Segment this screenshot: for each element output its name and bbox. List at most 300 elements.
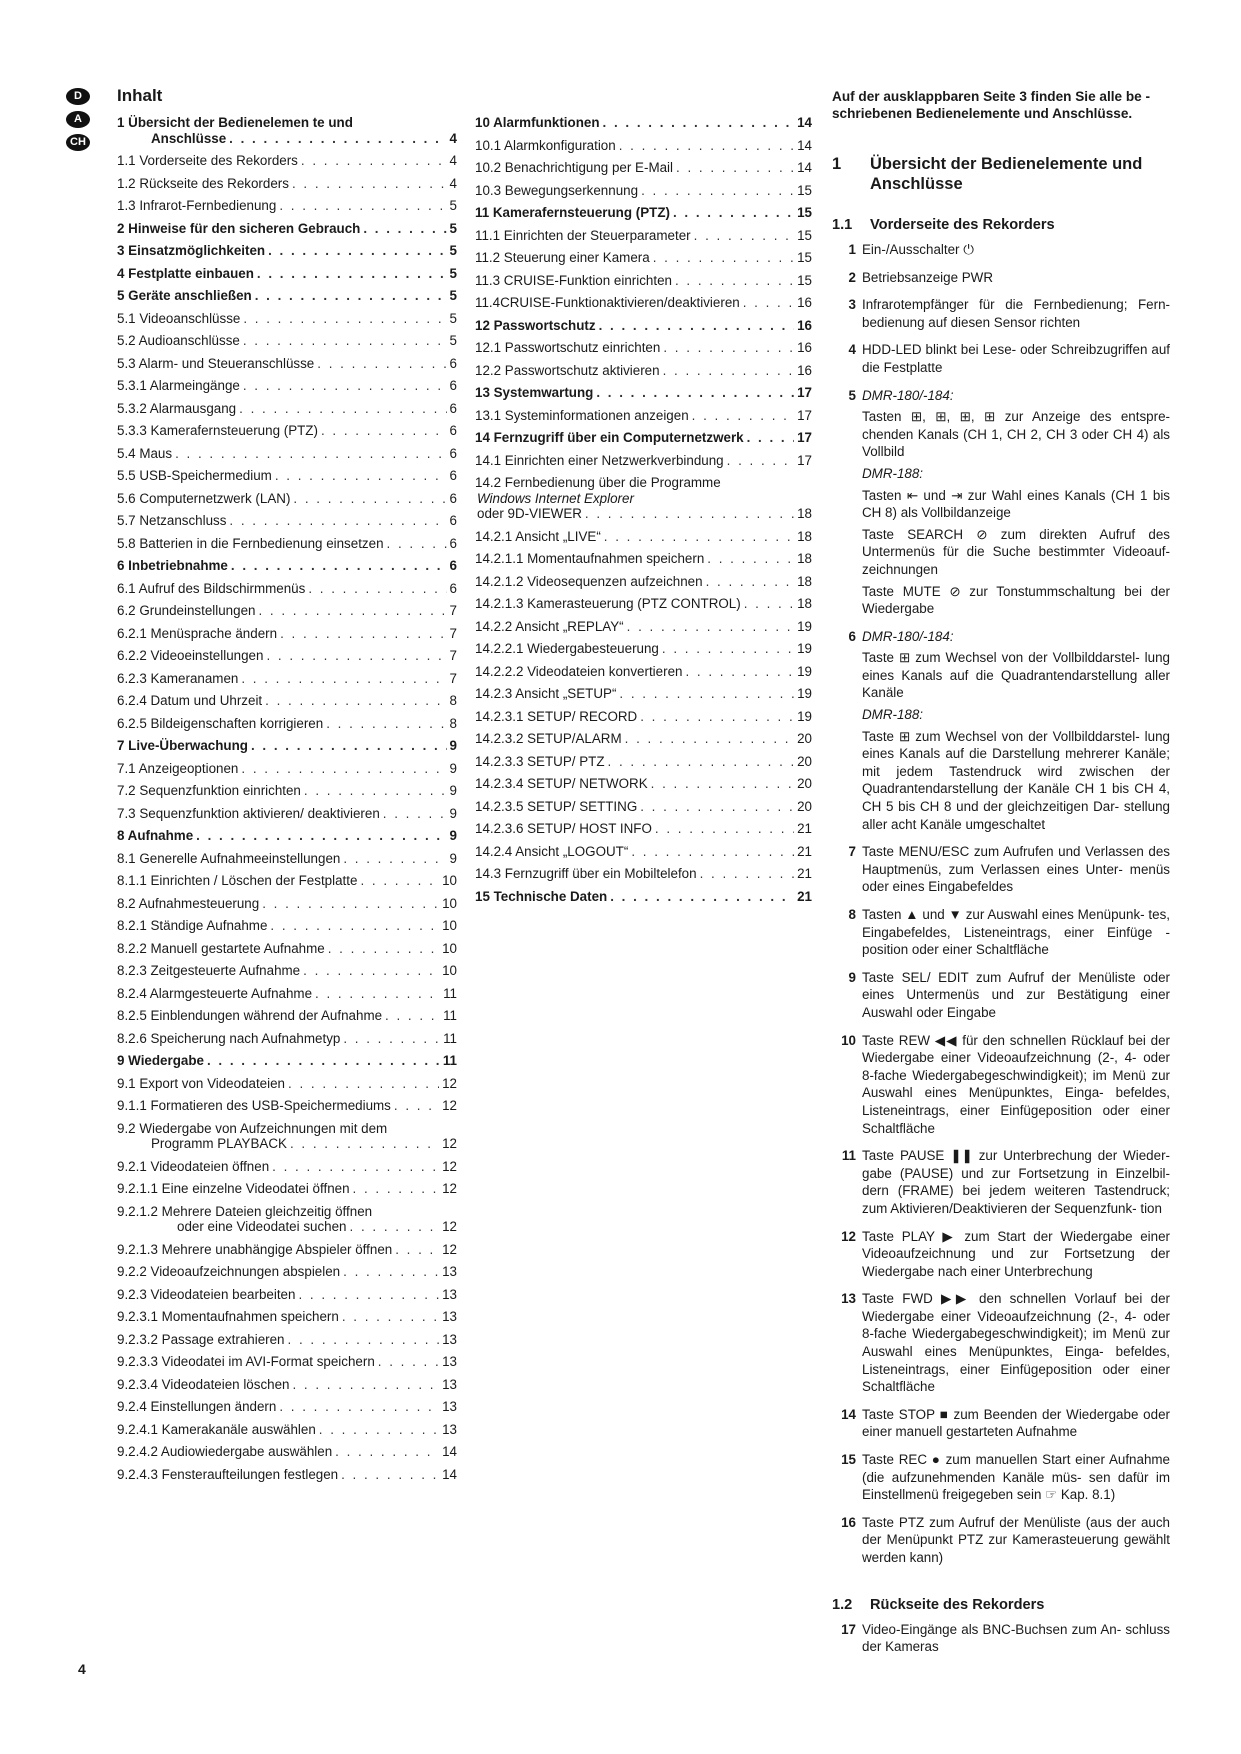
toc-leader-dots [326, 716, 446, 732]
toc-entry-line [117, 311, 457, 327]
toc-page-number: 21 [797, 821, 812, 836]
toc-leader-dots [308, 581, 446, 597]
toc-entry-text: 6.2.4 Datum und Uhrzeit [117, 693, 263, 708]
control-text: Ein-/Ausschalter ⏻ [862, 242, 974, 257]
toc-entry-text: 6.1 Aufruf des Bildschirmmenüs [117, 580, 306, 596]
toc-page-number: 16 [797, 317, 812, 333]
toc-entry [117, 333, 457, 349]
toc-entry-text: 1.2 Rückseite des Rekorders [117, 175, 289, 191]
toc-entry [117, 153, 457, 169]
toc-entry [475, 115, 812, 131]
toc-entry [117, 1008, 457, 1024]
toc-entry-text: 11 Kamerafernsteuerung (PTZ) [475, 205, 670, 220]
toc-entry [117, 1098, 457, 1114]
toc-entry-text: 11.3 CRUISE-Funktion einrichten [475, 272, 672, 288]
toc-entry [117, 806, 457, 822]
toc-entry [117, 1181, 457, 1197]
toc-page-number: 15 [797, 205, 812, 220]
toc-entry-text: 5.3.1 Alarmeingänge [117, 378, 240, 393]
toc-page-number: 15 [797, 272, 812, 288]
toc-leader-dots [387, 536, 447, 552]
toc-page-number: 4 [449, 175, 457, 191]
toc-page-number: 17 [797, 452, 812, 468]
toc-leader-dots [342, 1309, 439, 1325]
control-description [862, 969, 1170, 1026]
toc-leader-dots [288, 1076, 439, 1092]
toc-leader-dots [706, 574, 795, 590]
intro-text: Auf der ausklappbaren Seite 3 finden Sie alle be - schriebenen Bedienelemente und Anschlüsse. [832, 89, 1151, 121]
toc-entry [475, 641, 812, 657]
control-number: 12 [841, 1228, 856, 1244]
toc-leader-dots [298, 1287, 439, 1303]
control-text: Video-Eingänge als BNC-Buchsen zum An- schluss der Kameras [862, 1621, 1170, 1655]
toc-entry-text: 5.8 Batterien in die Fernbedienung einsetzen [117, 535, 384, 551]
toc-entry [475, 273, 812, 289]
toc-leader-dots [231, 558, 447, 574]
toc-entry-line [475, 641, 812, 657]
toc-leader-dots [293, 491, 446, 507]
toc-entry-line [117, 626, 457, 642]
toc-entry [475, 596, 812, 612]
toc-entry-text: 9.2.1.2 Mehrere Dateien gleichzeitig öffnen [117, 1203, 373, 1219]
toc-page-number: 6 [449, 490, 457, 506]
toc-entry [475, 138, 812, 154]
toc-leader-dots [653, 250, 794, 266]
toc-leader-dots [301, 153, 447, 169]
toc-entry-line [117, 581, 457, 597]
control-number: 2 [848, 269, 856, 285]
control-number: 7 [848, 844, 856, 860]
toc-entry-text: 14.2 Fernbedienung über die Programme [475, 475, 721, 490]
control-item [832, 269, 1170, 291]
subsection-title: Rückseite des Rekorders [870, 1596, 1045, 1613]
toc-entry-line [117, 1181, 457, 1197]
toc-leader-dots [262, 896, 439, 912]
toc-entry-text: 6.2.3 Kameranamen [117, 670, 239, 686]
toc-entry [117, 693, 457, 709]
control-item [832, 628, 1170, 838]
control-number: 9 [848, 969, 856, 985]
control-text: Taste SEARCH ⊘ zum direkten Aufruf des Untermenüs für die Suche bestimmter Videoauf- zeichnungen [862, 526, 1170, 577]
toc-leader-dots [317, 356, 446, 372]
toc-entry [117, 1467, 457, 1483]
subsection-number: 1.2 [832, 1596, 853, 1613]
control-item [832, 387, 1170, 622]
toc-leader-dots [655, 821, 794, 837]
toc-entry-text: 11.1 Einrichten der Steuerparameter [475, 227, 691, 243]
control-number: 17 [841, 1621, 856, 1637]
toc-entry [475, 228, 812, 244]
toc-entry-line [475, 551, 812, 567]
toc-entry [475, 430, 812, 446]
toc-entry [475, 731, 812, 747]
toc-entry [117, 738, 457, 754]
toc-entry-line [117, 423, 457, 439]
toc-leader-dots [343, 851, 446, 867]
toc-entry-text: 13.1 Systeminformationen anzeigen [475, 407, 689, 423]
toc-entry-text: 10.3 Bewegungserkennung [475, 182, 639, 198]
toc-entry [117, 783, 457, 799]
toc-entry-line [475, 776, 812, 792]
control-text: Taste MUTE ⊘ zur Tonstummschaltung bei der Wiedergabe [862, 583, 1170, 617]
toc-entry [117, 648, 457, 664]
toc-page-number: 7 [449, 603, 457, 618]
control-description [862, 387, 1170, 622]
toc-entry-text: 5.4 Maus [117, 445, 173, 461]
toc-entry-text: 12.1 Passwortschutz einrichten [475, 340, 661, 355]
toc-entry [117, 918, 457, 934]
toc-entry-text: 11.2 Steuerung einer Kamera [475, 250, 650, 265]
toc-entry-line [475, 385, 812, 401]
toc-entry-text: 5.3.2 Alarmausgang [117, 400, 237, 416]
toc-page-number: 6 [449, 468, 457, 483]
toc-entry-line [117, 806, 457, 822]
toc-entry [475, 619, 812, 635]
control-description [862, 341, 1170, 380]
toc-entry-line [475, 160, 812, 176]
toc-entry-line [117, 1031, 457, 1047]
toc-entry-line [117, 266, 457, 282]
toc-leader-dots [619, 138, 794, 154]
toc-page-number: 10 [442, 963, 457, 978]
control-text: Taste PAUSE ❚❚ zur Unterbrechung der Wieder- gabe (PAUSE) und zur Fortsetzung in Einzelbil- dern (FRAME) bei jedem weiteren Tastendruck; zum Aktivieren/Deaktivieren der Sequenzfunk- tion [862, 1148, 1170, 1216]
model-label: DMR-180/-184: [862, 387, 954, 403]
toc-entry-text: 5.6 Computernetzwerk (LAN) [117, 490, 291, 506]
toc-page-number: 19 [797, 708, 812, 724]
toc-page-number: 15 [797, 250, 812, 265]
toc-page-number: 20 [797, 798, 812, 814]
content-column [832, 88, 1170, 1666]
toc-entry [117, 288, 457, 304]
toc-entry [117, 1377, 457, 1393]
control-description [862, 241, 1170, 263]
control-item [832, 1032, 1170, 1142]
toc-entry-line [475, 664, 812, 680]
toc-page-number: 18 [797, 506, 812, 521]
toc-entry-line [475, 430, 812, 446]
control-number: 4 [848, 342, 856, 358]
toc-leader-dots [243, 311, 446, 327]
toc-page-number: 19 [797, 641, 812, 656]
toc-page-number: 20 [797, 731, 812, 746]
model-label: DMR-188: [862, 707, 924, 723]
toc-leader-dots [625, 731, 794, 747]
toc-leader-dots [335, 1444, 439, 1460]
toc-page-number: 10 [442, 873, 457, 888]
toc-leader-dots [341, 1467, 439, 1483]
toc-page-number: 13 [442, 1376, 457, 1392]
toc-entry-line [117, 536, 457, 552]
toc-page-number: 5 [449, 220, 457, 236]
toc-entry-line [117, 221, 457, 237]
section-heading [832, 154, 1170, 194]
toc-leader-dots [604, 529, 794, 545]
toc-entry [475, 754, 812, 770]
control-item [832, 969, 1170, 1026]
toc-page-number: 11 [443, 1008, 457, 1023]
control-text: Taste SEL/ EDIT zum Aufruf der Menüliste oder eines Untermenüs und zur Bestätigung einer Auswahl oder Eingabe [862, 969, 1170, 1020]
toc-entry-text: 14.3 Fernzugriff über ein Mobiltelefon [475, 866, 697, 881]
control-item [832, 843, 1170, 900]
toc-entry-text: 11.4CRUISE-Funktionaktivieren/deaktivieren [475, 295, 740, 310]
toc-page-number: 20 [797, 753, 812, 769]
toc-entry [117, 828, 457, 844]
toc-entry-text: 5.5 USB-Speichermedium [117, 468, 272, 483]
toc-entry [475, 160, 812, 176]
toc-page-number: 11 [443, 985, 457, 1001]
toc-page-number: 7 [449, 648, 457, 663]
toc-entry-line [117, 446, 457, 462]
toc-entry-line [117, 896, 457, 912]
toc-entry-line [117, 356, 457, 372]
toc-leader-dots [395, 1242, 439, 1258]
toc-entry-line [117, 1354, 457, 1370]
toc-page-number: 8 [449, 693, 457, 708]
toc-leader-dots [292, 1377, 439, 1393]
toc-page-number: 6 [449, 445, 457, 461]
toc-entry [117, 1242, 457, 1258]
toc-entry-line [475, 529, 812, 545]
toc-page-number: 15 [797, 227, 812, 243]
toc-page-number: 18 [797, 528, 812, 544]
control-number: 11 [841, 1148, 856, 1164]
toc-entry-line [117, 671, 457, 687]
toc-entry-line [475, 574, 812, 590]
toc-entry-text: 6.2.2 Videoeinstellungen [117, 648, 264, 663]
toc-entry-text: 8.1.1 Einrichten / Löschen der Festplatte [117, 873, 358, 888]
toc-page-number: 9 [449, 805, 457, 821]
toc-entry-text: 9.2.3.4 Videodateien löschen [117, 1376, 290, 1392]
control-number: 8 [848, 907, 856, 922]
control-item [832, 1290, 1170, 1400]
toc-entry-line [117, 1242, 457, 1258]
toc-entry-text: 14.2.3.4 SETUP/ NETWORK [475, 776, 648, 791]
toc-page-number: 21 [797, 866, 812, 881]
toc-entry-line [117, 131, 457, 147]
toc-leader-dots [279, 1399, 439, 1415]
toc-entry-text: 7 Live-Überwachung [117, 738, 248, 753]
toc-entry-line [117, 288, 457, 304]
toc-entry-line [475, 295, 812, 311]
toc-entry-text: oder 9D-VIEWER [477, 506, 582, 521]
toc-entry [475, 686, 812, 702]
toc-entry-text: 15 Technische Daten [475, 888, 608, 904]
control-description [862, 1406, 1170, 1445]
toc-page-number: 13 [442, 1399, 457, 1414]
toc-page-number: 19 [797, 618, 812, 634]
toc-entry-line [117, 198, 457, 214]
toc-page-number: 7 [449, 625, 457, 641]
toc-column-1 [117, 115, 457, 1489]
toc-entry-line [475, 408, 812, 424]
toc-entry [117, 1287, 457, 1303]
toc-page-number: 15 [797, 182, 812, 198]
toc-entry-text: 12 Passwortschutz [475, 317, 596, 333]
toc-entry-text: 10.2 Benachrichtigung per E-Mail [475, 160, 673, 175]
toc-page-number: 11 [443, 1030, 457, 1046]
toc-entry-text: 4 Festplatte einbauen [117, 265, 254, 281]
toc-entry-text: Anschlüsse [151, 130, 227, 146]
toc-page-number: 13 [442, 1309, 457, 1324]
control-number: 10 [841, 1032, 856, 1048]
toc-entry-line [475, 228, 812, 244]
toc-entry-line [117, 243, 457, 259]
control-text: Taste PLAY ▶ zum Start der Wiedergabe einer Videoaufzeichnung und zur Fortsetzung der Wiedergabe nach einer Unterbrechung [862, 1228, 1170, 1279]
toc-page-number: 6 [449, 355, 457, 371]
toc-leader-dots [266, 648, 446, 664]
toc-page-number: 6 [449, 400, 457, 416]
front-items-list [832, 241, 1170, 1571]
toc-leader-dots [258, 603, 446, 619]
control-text: Taste ⊞ zum Wechsel von der Vollbilddarstel- lung eines Kanals auf die Darstellung mehrerer Kanäle; mit jedem Tastendruck wird zwischen der Quadrantendarstellung der Kanäle CH 1 bis CH 4, CH 5 bis CH 8 und der gleichzeitigen Dar- stellung aller acht Kanäle umgeschaltet [862, 728, 1170, 832]
toc-entry [117, 761, 457, 777]
toc-page-number: 13 [442, 1264, 457, 1279]
toc-entry-text: 9.2.2 Videoaufzeichnungen abspielen [117, 1264, 341, 1279]
toc-entry-text: oder eine Videodatei suchen [177, 1219, 347, 1234]
toc-leader-dots [328, 941, 439, 957]
toc-page-number: 17 [797, 430, 812, 445]
toc-page-number: 6 [449, 580, 457, 596]
control-description [862, 628, 1170, 838]
toc-entry-text: 8.2.1 Ständige Aufnahme [117, 918, 268, 933]
control-description [862, 269, 1170, 291]
toc-entry-line [117, 1053, 457, 1069]
toc-entry [117, 1444, 457, 1460]
control-item [832, 1451, 1170, 1508]
toc-leader-dots [700, 866, 795, 882]
toc-page-number: 14 [442, 1444, 457, 1459]
toc-page-number: 5 [449, 288, 457, 303]
toc-entry-line [475, 731, 812, 747]
toc-entry [117, 1121, 457, 1152]
control-text: Tasten ⇤ und ⇥ zur Wahl eines Kanals (CH 1 bis CH 8) als Vollbildanzeige [862, 487, 1170, 521]
toc-entry-text: 8.2.5 Einblendungen während der Aufnahme [117, 1008, 383, 1023]
toc-entry-line [475, 596, 812, 612]
toc-entry-line [475, 273, 812, 289]
toc-entry-text: 9.1.1 Formatieren des USB-Speichermediums [117, 1098, 391, 1113]
toc-entry [117, 941, 457, 957]
toc-entry-text: 14.2.3.3 SETUP/ PTZ [475, 753, 605, 769]
toc-leader-dots [343, 1264, 439, 1280]
toc-entry [475, 889, 812, 905]
toc-entry [475, 821, 812, 837]
toc-page-number: 12 [442, 1075, 457, 1091]
toc-entry-text: 8 Aufnahme [117, 828, 194, 843]
toc-entry [475, 385, 812, 401]
toc-entry [475, 475, 812, 522]
toc-entry-line [117, 1287, 457, 1303]
toc-entry-line [117, 1136, 457, 1152]
toc-entry-text: 14.2.3.2 SETUP/ALARM [475, 731, 622, 746]
toc-entry-text: 9.2.3.2 Passage extrahieren [117, 1331, 285, 1347]
toc-page-number: 13 [442, 1286, 457, 1302]
toc-entry-text: Programm PLAYBACK [151, 1136, 287, 1151]
control-number: 3 [848, 297, 856, 313]
control-item [832, 241, 1170, 263]
control-item [832, 1406, 1170, 1445]
toc-entry-line [475, 183, 812, 199]
control-text: HDD-LED blinkt bei Lese- oder Schreibzugriffen auf die Festplatte [862, 342, 1170, 375]
toc-entry-line [117, 1159, 457, 1175]
toc-leader-dots [288, 1332, 440, 1348]
language-badges [66, 88, 90, 157]
toc-entry-text: 8.1 Generelle Aufnahmeeinstellungen [117, 850, 341, 866]
toc-entry-line [117, 738, 457, 754]
toc-entry-text: 14.2.2 Ansicht „REPLAY“ [475, 618, 624, 634]
toc-entry-line [475, 318, 812, 334]
toc-leader-dots [229, 131, 446, 147]
toc-entry [475, 776, 812, 792]
toc-leader-dots [241, 761, 446, 777]
toc-entry-text: 10 Alarmfunktionen [475, 115, 600, 130]
toc-entry [117, 513, 457, 529]
toc-page-number: 12 [442, 1098, 457, 1113]
toc-page-number: 14 [797, 160, 812, 175]
toc-entry [475, 709, 812, 725]
subsection-number: 1.1 [832, 217, 853, 233]
toc-entry-text: 9.2.1 Videodateien öffnen [117, 1158, 270, 1174]
toc-entry-text: 5.3.3 Kamerafernsteuerung (PTZ) [117, 423, 318, 438]
control-description [862, 1032, 1170, 1142]
toc-entry-line [117, 1076, 457, 1092]
toc-entry-text: 2 Hinweise für den sicheren Gebrauch [117, 220, 361, 236]
toc-entry-text: 9.2.4.2 Audiowiedergabe auswählen [117, 1444, 333, 1459]
toc-page-number: 12 [442, 1219, 457, 1234]
toc-leader-dots [641, 183, 794, 199]
toc-page-number: 4 [449, 153, 457, 168]
toc-page-number: 6 [449, 535, 457, 551]
toc-entry [117, 1159, 457, 1175]
toc-page-number: 14 [442, 1466, 457, 1482]
toc-entry-line [475, 821, 812, 837]
toc-entry-line [117, 716, 457, 732]
toc-entry [475, 183, 812, 199]
toc-leader-dots [727, 453, 794, 469]
toc-entry [117, 243, 457, 259]
control-text: Taste REC ● zum manuellen Start einer Aufnahme (die aufzunehmenden Kanäle müs- sen dafür im Einstellmenü freigegeben sein ☞ Kap. 8.1) [862, 1452, 1170, 1503]
toc-leader-dots [747, 430, 794, 446]
toc-entry-line [117, 378, 457, 394]
toc-entry [475, 250, 812, 266]
toc-entry [117, 1264, 457, 1280]
toc-page-number: 12 [442, 1241, 457, 1257]
toc-leader-dots [651, 776, 794, 792]
toc-page-number: 16 [797, 362, 812, 378]
toc-entry [117, 1354, 457, 1370]
control-description [862, 843, 1170, 900]
toc-entry-line [475, 115, 812, 131]
toc-page-number: 13 [442, 1354, 457, 1369]
toc-entry-text: 8.2.3 Zeitgesteuerte Aufnahme [117, 963, 301, 978]
toc-leader-dots [619, 686, 794, 702]
subsection-title: Vorderseite des Rekorders [870, 217, 1055, 233]
toc-entry-text: 6.2.1 Menüsprache ändern [117, 625, 278, 641]
toc-entry-line [475, 709, 812, 725]
toc-leader-dots [743, 295, 794, 311]
toc-entry [117, 851, 457, 867]
toc-leader-dots [251, 738, 447, 754]
control-text: Betriebsanzeige PWR [862, 269, 993, 285]
toc-entry [117, 198, 457, 214]
toc-page-number: 18 [797, 596, 812, 611]
toc-entry-text: 5.3 Alarm- und Steueranschlüsse [117, 355, 315, 371]
toc-leader-dots [663, 340, 794, 356]
toc-page-number: 5 [449, 265, 457, 281]
toc-leader-dots [694, 228, 794, 244]
toc-entry-line [117, 1399, 457, 1415]
control-text: Taste ⊞ zum Wechsel von der Vollbilddarstel- lung eines Kanals auf die Quadrantendarstellung aller Kanäle [862, 650, 1170, 701]
toc-entry [117, 176, 457, 192]
